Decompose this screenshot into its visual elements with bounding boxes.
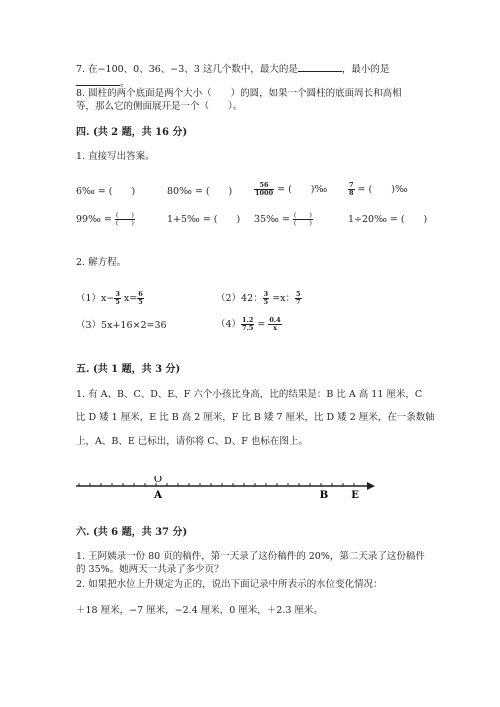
eq-text: =x： [269, 293, 296, 304]
calc-prefix: 35‰ = [254, 214, 290, 225]
calc-rest: = ( )‰ [274, 184, 328, 195]
section-5-line-3: 上，A、B、E 已标出，请你将 C、D、F 也标在图上。 [76, 436, 308, 447]
calc-1-plus-5-permille: 1+5‰ = ( ) [167, 214, 241, 225]
section-6-title: 六. (共 6 题，共 37 分) [76, 527, 188, 538]
calc-6-permille: 6‰ = ( ) [76, 186, 136, 197]
fraction-denominator: 1000 [255, 189, 274, 197]
eq-text: （4） [216, 319, 242, 330]
answer-paren-bottom[interactable]: ( ) [115, 219, 134, 227]
section-6-q2-values: ＋18 厘米，−7 厘米，−2.4 厘米，0 厘米，＋2.3 厘米。 [76, 605, 323, 616]
fraction-numerator: 7 [349, 181, 354, 189]
q7-text-b: ，最小的是 [341, 64, 390, 75]
section-5-title: 五. (共 1 题，共 3 分) [76, 364, 181, 375]
eq-text: （2）42： [216, 293, 263, 304]
fraction-denominator: x [273, 324, 277, 332]
section-4-title: 四. (共 2 题，共 16 分) [76, 127, 188, 138]
section-5-line-2: 比 D 矮 1 厘米，E 比 B 高 2 厘米，F 比 B 矮 7 厘米，比 D 矮 2 厘米，在一条数轴 [76, 412, 435, 423]
fraction-numerator: 0.4 [269, 316, 281, 324]
section-4-q1: 1. 直接写出答案。 [76, 151, 155, 162]
number-line-point-b: B [319, 490, 329, 501]
section-5-line-1: 1. 有 A、B、C、D、E、F 六个小孩比身高，比的结果是：B 比 A 高 11 厘米，C [76, 389, 423, 400]
question-8-line-1: 8. 圆柱的两个底面是两个大小（ ）的圆，如果一个圆柱的底面周长和高相 [76, 88, 402, 99]
fraction-numerator: 3 [263, 290, 269, 298]
equation-2 [216, 291, 302, 306]
q7-text-a: 7. 在−100、0、36、−3、3 这几个数中，最大的是 [76, 64, 298, 75]
number-line-arrow-icon [367, 482, 375, 490]
q7-text-c: 。 [120, 78, 130, 89]
answer-paren-top[interactable]: ( ) [293, 211, 312, 219]
fraction-numerator: 3 [115, 290, 120, 298]
section-4-q2: 2. 解方程。 [76, 257, 127, 268]
eq-text: （1）x− [76, 293, 115, 304]
fraction-numerator: 5 [296, 290, 301, 298]
fraction-denominator: 8 [349, 189, 354, 197]
equation-3: （3）5x+16×2=36 [76, 320, 167, 331]
fraction-denominator: 5 [263, 298, 269, 306]
eq-text: = [254, 319, 269, 330]
q7-blank-max[interactable] [298, 62, 342, 72]
fraction-numerator: 56 [254, 182, 274, 190]
fraction-numerator: 6 [138, 290, 143, 298]
number-line-origin-label: O [153, 476, 163, 485]
fraction-denominator: 7.5 [242, 324, 254, 332]
answer-paren-top[interactable]: ( ) [115, 211, 134, 219]
fraction-denominator: 5 [115, 298, 120, 306]
calc-99-permille [76, 212, 135, 227]
number-line [76, 476, 376, 502]
fraction-denominator: 7 [296, 298, 301, 306]
calc-35-permille [254, 212, 313, 227]
number-line-point-e: E [351, 490, 359, 501]
q7-blank-min[interactable] [76, 76, 120, 86]
section-6-q1-line-2: 的 35%。她两天一共录了多少页？ [76, 564, 224, 575]
number-line-point-a: A [154, 490, 162, 501]
fraction-numerator: 1.2 [242, 316, 254, 324]
section-6-q2: 2. 如果把水位上升规定为正的，说出下面记录中所表示的水位变化情况： [76, 579, 383, 590]
calc-80-permille: 80‰ = ( ) [167, 186, 233, 197]
equation-4 [216, 317, 282, 332]
question-8-line-2: 等，那么它的侧面展开是一个（ ）。 [76, 101, 243, 112]
question-7 [76, 62, 389, 90]
section-6-q1-line-1: 1. 王阿姨录一份 80 页的稿件，第一天录了这份稿件的 20%，第二天录了这份稿件 [76, 551, 425, 562]
answer-paren-bottom[interactable]: ( ) [293, 219, 312, 227]
calc-prefix: 99‰ = [76, 214, 112, 225]
calc-7-over-8 [348, 182, 408, 197]
equation-1 [76, 291, 144, 306]
calc-1-div-20-permille: 1÷20‰ = ( ) [348, 214, 428, 225]
eq-text: x= [120, 293, 138, 304]
calc-56-over-1000 [254, 182, 327, 197]
calc-rest: = ( )‰ [354, 184, 408, 195]
fraction-denominator: 5 [138, 298, 143, 306]
